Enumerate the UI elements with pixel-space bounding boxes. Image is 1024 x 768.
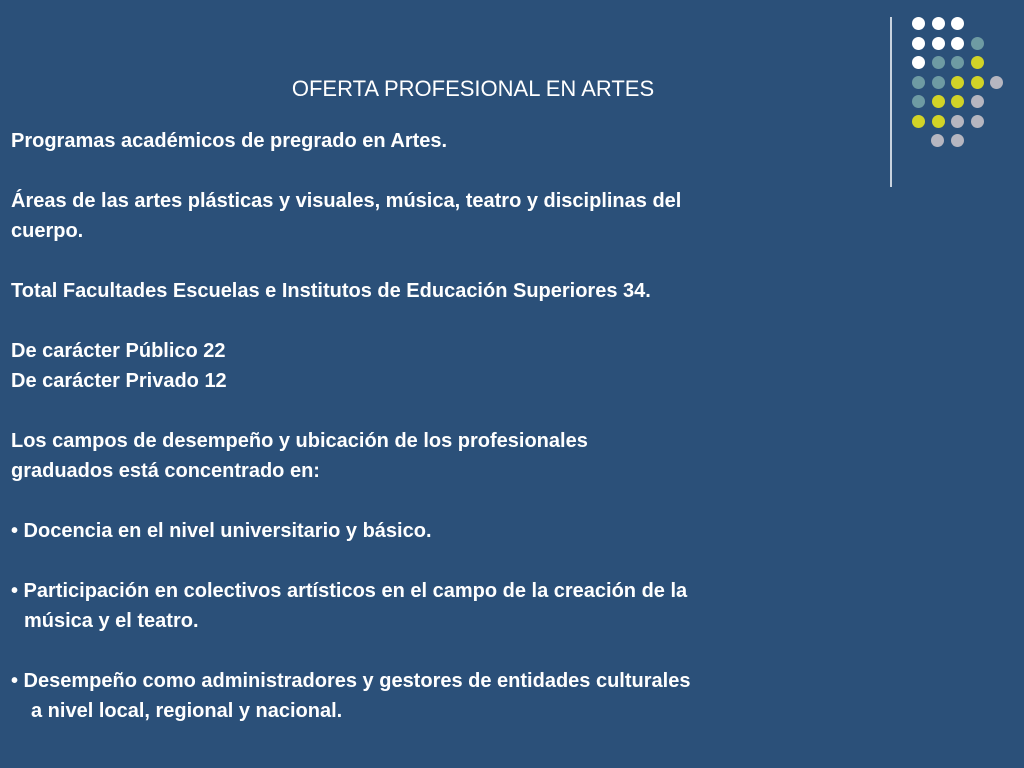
- decor-dot-teal: [971, 37, 984, 50]
- decor-dot-yellow: [971, 56, 984, 69]
- decor-dot-white: [912, 56, 925, 69]
- campos-text-line-1: Los campos de desempeño y ubicación de los profesionales: [11, 430, 588, 452]
- decor-dot-yellow: [971, 76, 984, 89]
- decor-dot-teal: [951, 56, 964, 69]
- decor-dot-yellow: [951, 76, 964, 89]
- bullet-desempeno-line-1: • Desempeño como administradores y gestores de entidades culturales: [11, 670, 691, 692]
- bullet-docencia: • Docencia en el nivel universitario y básico.: [11, 520, 432, 542]
- slide-title: OFERTA PROFESIONAL EN ARTES: [291, 75, 655, 101]
- decor-dot-gray: [931, 134, 944, 147]
- bullet-desempeno-line-2: a nivel local, regional y nacional.: [31, 700, 343, 722]
- areas-text-line-2: cuerpo.: [11, 220, 84, 242]
- decor-dot-white: [932, 17, 945, 30]
- decor-dot-gray: [951, 134, 964, 147]
- privado-text: De carácter Privado 12: [11, 370, 227, 392]
- campos-text-line-2: graduados está concentrado en:: [11, 460, 320, 482]
- decor-dot-gray: [971, 115, 984, 128]
- bullet-participacion-line-2: música y el teatro.: [24, 610, 199, 632]
- decor-dot-gray: [951, 115, 964, 128]
- publico-text: De carácter Público 22: [11, 340, 226, 362]
- areas-text-line-1: Áreas de las artes plásticas y visuales, música, teatro y disciplinas del: [11, 190, 682, 212]
- slide-body: [11, 126, 891, 726]
- programas-text: Programas académicos de pregrado en Artes.: [11, 130, 448, 152]
- decor-dot-teal: [932, 56, 945, 69]
- decor-dot-white: [912, 17, 925, 30]
- bullet-participacion-line-1: • Participación en colectivos artísticos en el campo de la creación de la: [11, 580, 688, 602]
- decor-dot-yellow: [932, 115, 945, 128]
- decor-dot-white: [912, 37, 925, 50]
- decor-dot-gray: [971, 95, 984, 108]
- decor-dot-white: [951, 37, 964, 50]
- total-text: Total Facultades Escuelas e Institutos de Educación Superiores 34.: [11, 280, 651, 302]
- decor-dot-white: [932, 37, 945, 50]
- decor-dot-yellow: [912, 115, 925, 128]
- decor-dot-gray: [990, 76, 1003, 89]
- decor-dot-white: [951, 17, 964, 30]
- decor-dot-yellow: [951, 95, 964, 108]
